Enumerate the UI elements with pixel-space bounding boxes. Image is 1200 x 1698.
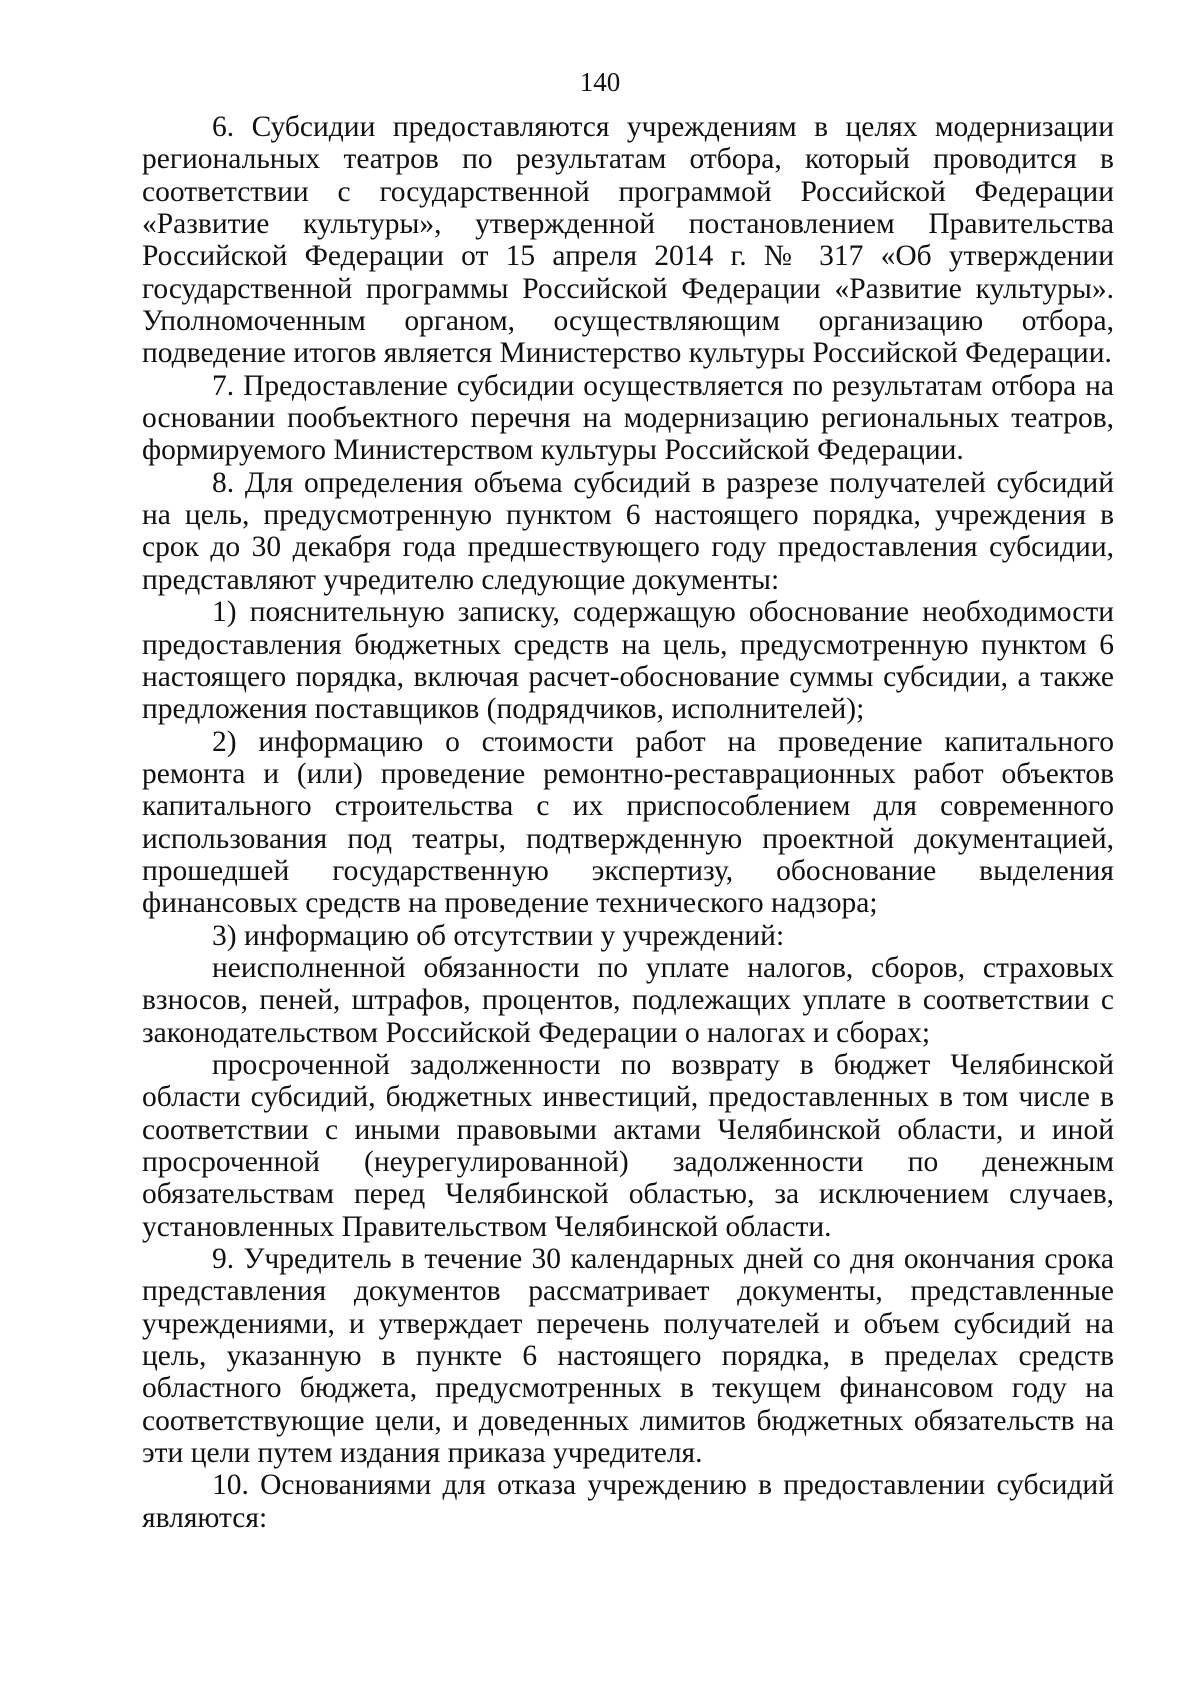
paragraph-subitem-1: 1) пояснительную записку, содержащую обоснование необходимости предоставления бюджетных средств на цель, предусмотренную пунктом 6 настоящего порядка, включая расчет-обоснование суммы субсидии, а также предложения поставщиков (подрядчиков, исполнителей); — [142, 596, 1114, 726]
paragraph-subitem-3: 3) информацию об отсутствии у учреждений: — [212, 919, 785, 952]
document-body — [142, 111, 1114, 1534]
paragraph-item-7: 7. Предоставление субсидии осуществляется по результатам отбора на основании пообъектного перечня на модернизацию региональных театров, формируемого Министерством культуры Российской Федерации. — [142, 369, 1114, 467]
paragraph-item-9: 9. Учредитель в течение 30 календарных дней со дня окончания срока представления документов рассматривает документы, представленные учреждениями, и утверждает перечень получателей и объем субсидий на цель, указанную в пункте 6 настоящего порядка, в пределах средств областного бюджета, предусмотренных в текущем финансовом году на соответствующие цели, и доведенных лимитов бюджетных обязательств на эти цели путем издания приказа учредителя. — [142, 1243, 1114, 1470]
paragraph-unpaid-obligations: неисполненной обязанности по уплате налогов, сборов, страховых взносов, пеней, штрафов, процентов, подлежащих уплате в соответствии с законодательством Российской Федерации о налогах и сборах; — [142, 951, 1114, 1049]
paragraph-subitem-2: 2) информацию о стоимости работ на проведение капитального ремонта и (или) проведение ремонтно-реставрационных работ объектов капитального строительства с их приспособлением для современного использования под театры, подтвержденную проектной документацией, прошедшей государственную экспертизу, обоснование выделения финансовых средств на проведение технического надзора; — [142, 725, 1114, 920]
paragraph-item-6: 6. Субсидии предоставляются учреждениям в целях модернизации региональных театров по результатам отбора, который проводится в соответствии с государственной программой Российской Федерации «Развитие культуры», утвержденной постановлением Правительства Российской Федерации от 15 апреля 2014 г. № 317 «Об утверждении государственной программы Российской Федерации «Развитие культуры». Уполномоченным органом, осуществляющим организацию отбора, подведение итогов является Министерство культуры Российской Федерации. — [142, 111, 1114, 370]
paragraph-item-8: 8. Для определения объема субсидий в разрезе получателей субсидий на цель, предусмотренную пунктом 6 настоящего порядка, учреждения в срок до 30 декабря года предшествующего году предоставления субсидии, представляют учредителю следующие документы: — [142, 466, 1114, 596]
paragraph-overdue-debt: просроченной задолженности по возврату в бюджет Челябинской области субсидий, бюджетных инвестиций, предоставленных в том числе в соответствии с иными правовыми актами Челябинской области, и иной просроченной (неурегулированной) задолженности по денежным обязательствам перед Челябинской областью, за исключением случаев, установленных Правительством Челябинской области. — [142, 1048, 1114, 1243]
page-number: 140 — [579, 67, 621, 97]
paragraph-item-10: 10. Основаниями для отказа учреждению в предоставлении субсидий являются: — [142, 1469, 1114, 1534]
